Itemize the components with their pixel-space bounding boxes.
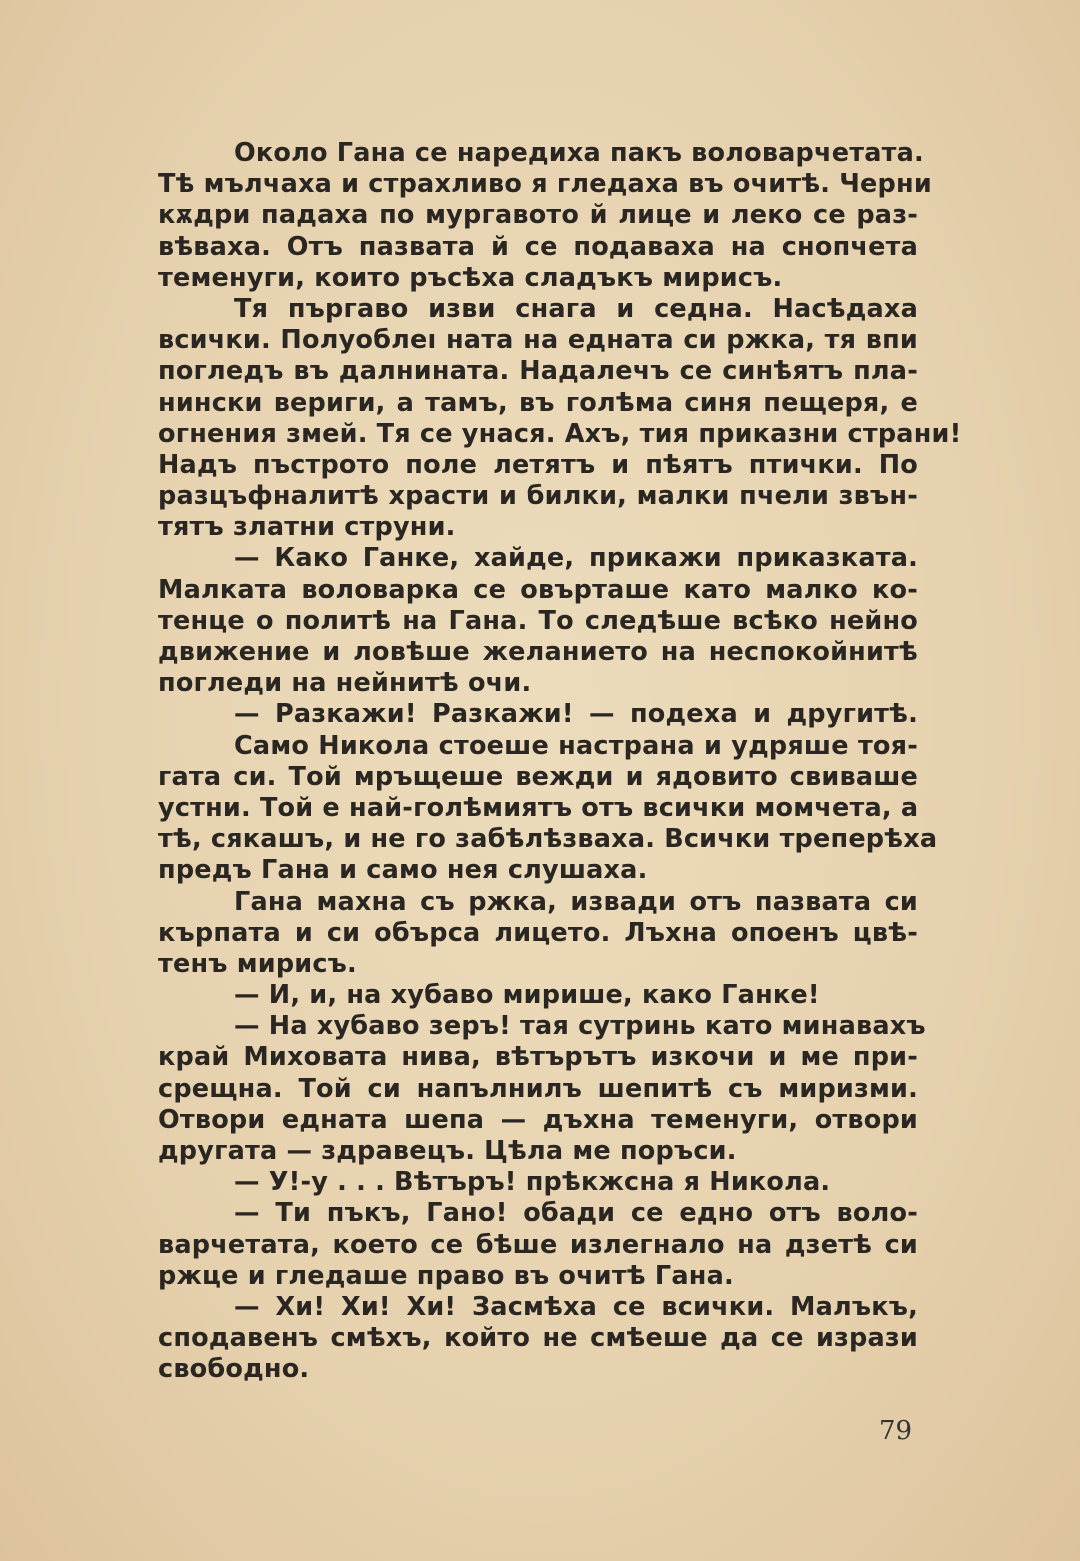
text-line: тенце о политѣ на Гана. То следѣше всѣко нейно [158,605,918,636]
text-line: — Ти пъкъ, Гано! обади се едно отъ воло- [234,1198,918,1229]
text-line: Гана махна съ ржка, извади отъ пазвата си [234,886,918,917]
text-line: погледи на нейнитѣ очи. [158,668,532,699]
text-line: — У!-у . . . Вѣтъръ! прѣкжсна я Никола. [234,1167,831,1198]
text-line: вѣваха. Отъ пазвата й се подаваха на снопчета [158,231,918,262]
text-line: Надъ пъстрото поле летятъ и пѣятъ птички. По [158,449,918,480]
text-line: всички. Полуоблеı ната на едната си ржка, тя впи [158,325,918,356]
text-line: предъ Гана и само нея слушаха. [158,855,648,886]
text-line: Малката воловарка се овърташе като малко ко- [158,574,918,605]
text-line: варчетата, което се бѣше излегнало на дзетѣ си [158,1229,918,1260]
text-line: тѣ, сякашъ, и не го забѣлѣзваха. Всички треперѣха [158,824,938,855]
text-line: кѫдри падаха по мургавото й лице и леко се раз- [158,200,918,231]
text-line: Тѣ мълчаха и страхливо я гледаха въ очитѣ. Черни [158,169,932,200]
page-number: 79 [879,1416,913,1446]
text-line: теменуги, които ръсѣха сладъкъ мирисъ. [158,262,783,293]
text-line: — И, и, на хубаво мирише, како Ганке! [234,980,820,1011]
text-line: разцъфналитѣ храсти и билки, малки пчели звън- [158,481,918,512]
page-text-block [158,138,962,1386]
text-line: устни. Той е най-голѣмиятъ отъ всички момчета, а [158,792,919,823]
text-line: другата — здравецъ. Цѣла ме поръси. [158,1136,737,1166]
text-line: край Миховата нива, вѣтърътъ изкочи и ме при- [158,1042,918,1073]
text-line: кърпата и си обърса лицето. Лъхна опоенъ цвѣ- [158,917,918,948]
text-line: сподавенъ смѣхъ, който не смѣеше да се изрази [158,1323,918,1354]
text-line: тенъ мирисъ. [158,948,357,979]
text-line: Отвори едната шепа — дъхна теменуги, отвори [158,1104,918,1135]
text-line: свободно. [158,1354,310,1385]
text-line: Около Гана се наредиха пакъ воловарчетата. [234,138,924,168]
text-line: движение и ловѣше желанието на неспокойнитѣ [158,637,918,667]
text-line: — Разкажи! Разкажи! — подеха и другитѣ. [234,699,918,730]
text-line: тятъ златни струни. [158,512,456,543]
text-line: — Како Ганке, хайде, прикажи приказката. [234,543,918,574]
text-line: — На хубаво зеръ! тая сутринь като минавахъ [234,1011,926,1042]
text-line: — Хи! Хи! Хи! Засмѣха се всички. Малъкъ, [234,1291,918,1322]
text-line: нински вериги, а тамъ, въ голѣма синя пещеря, е [158,387,918,418]
text-line: гата си. Той мръщеше вежди и ядовито свиваше [158,761,918,792]
text-line: погледъ въ далнината. Надалечъ се синѣятъ пла- [158,356,918,387]
text-line: ржце и гледаше право въ очитѣ Гана. [158,1260,734,1291]
text-line: огнения змей. Тя се унася. Ахъ, тия приказни страни! [158,418,962,449]
text-line: Само Никола стоеше настрана и удряше тоя- [234,730,918,761]
text-line: Тя пъргаво изви снага и седна. Насѣдаха [234,293,918,324]
text-line: срещна. Той си напълнилъ шепитѣ съ миризми. [158,1073,918,1104]
